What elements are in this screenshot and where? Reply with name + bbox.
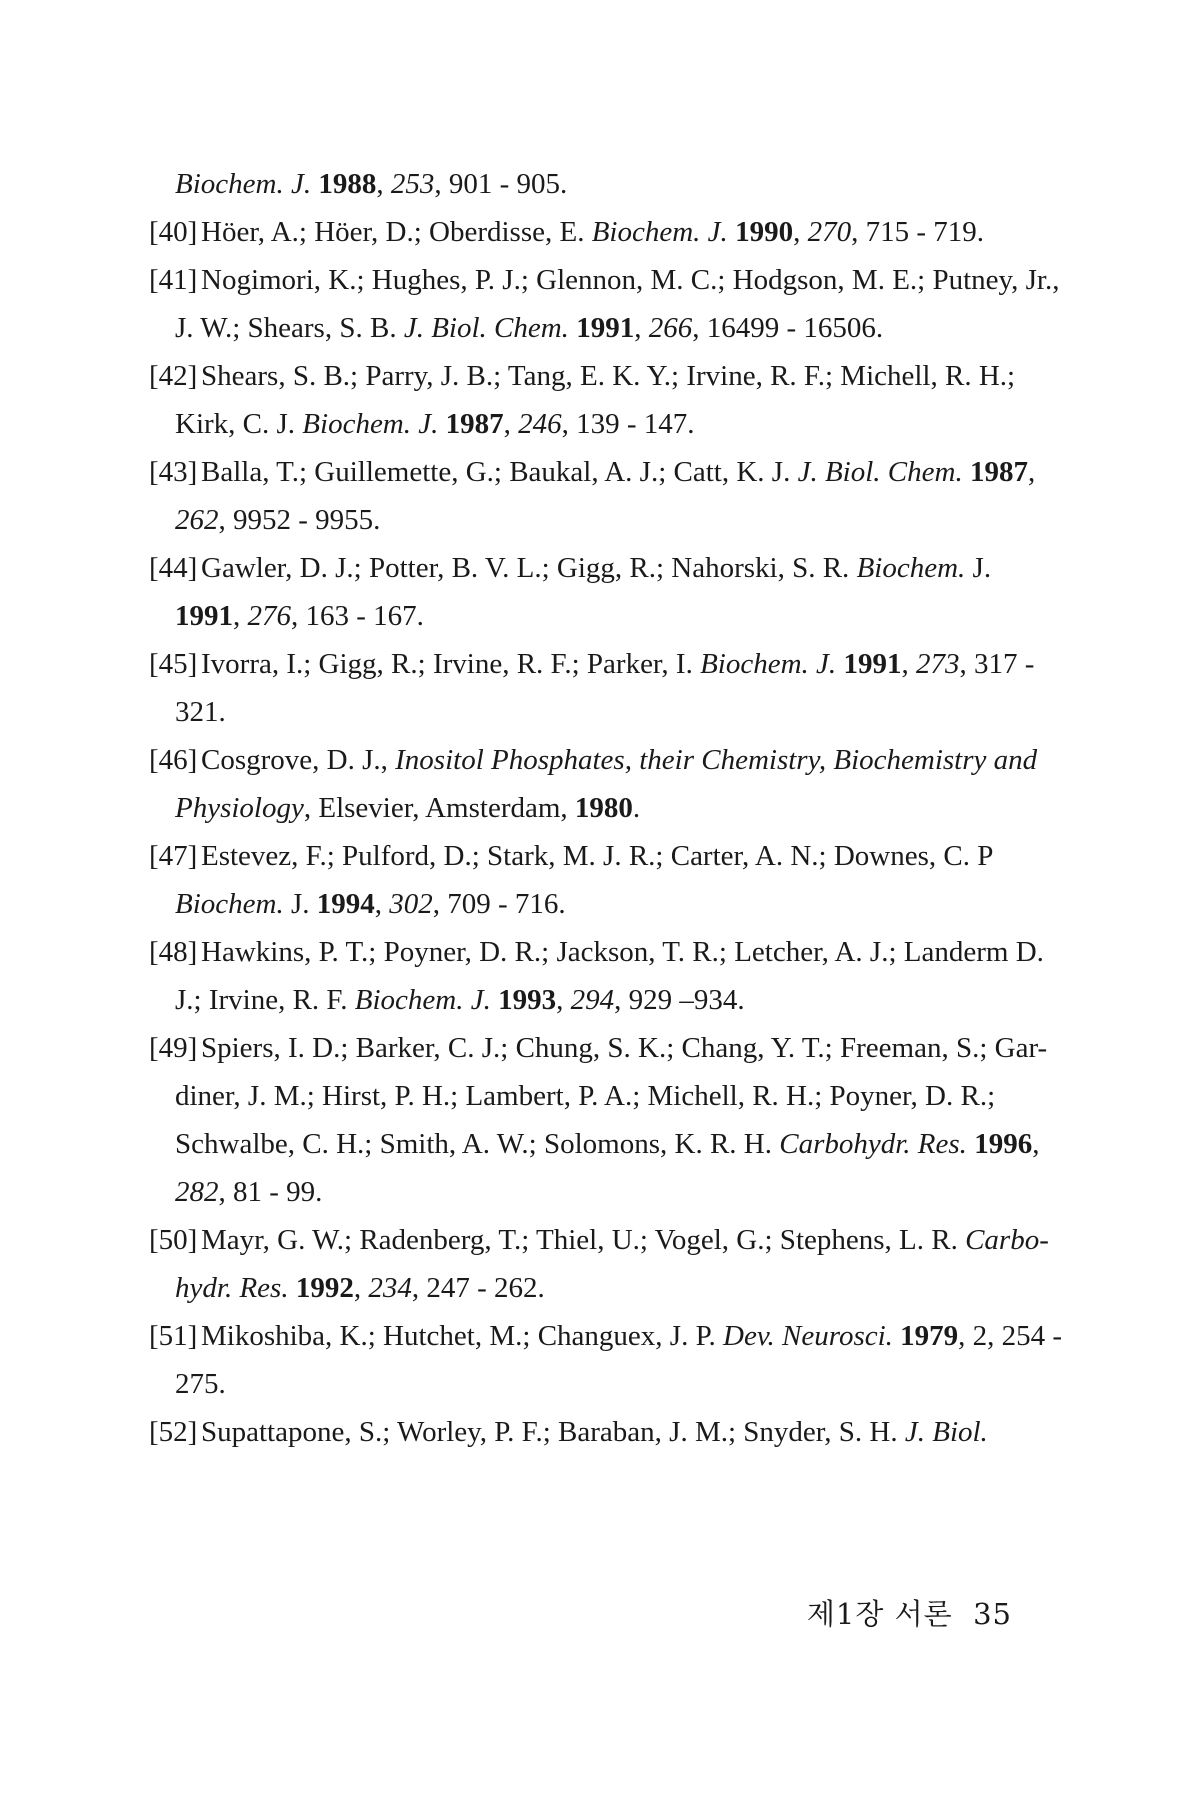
text-segment: , bbox=[901, 648, 916, 680]
italic-text: Biochem. bbox=[175, 888, 284, 920]
text-segment: , 81 - 99. bbox=[218, 1176, 323, 1208]
text-segment: , 247 - 262. bbox=[411, 1272, 545, 1304]
text-segment: J. W.; Shears, S. B. bbox=[175, 312, 404, 344]
text-segment: , 2, 254 - bbox=[958, 1320, 1063, 1352]
reference-number: [41] bbox=[149, 264, 198, 296]
italic-text: J. Biol. bbox=[904, 1416, 988, 1448]
text-segment: J.; Irvine, R. F. bbox=[175, 984, 355, 1016]
text-segment bbox=[728, 216, 735, 248]
text-segment: , 901 - 905. bbox=[434, 168, 568, 200]
text-segment: Gawler, D. J.; Potter, B. V. L.; Gigg, R.; Nahorski, S. R. bbox=[201, 552, 857, 584]
reference-entry bbox=[149, 544, 1047, 640]
reference-line bbox=[175, 1264, 1047, 1312]
reference-text bbox=[201, 264, 1060, 296]
reference-line bbox=[175, 784, 1047, 832]
italic-text: Biochem. J. bbox=[175, 168, 312, 200]
bold-year: 1996 bbox=[974, 1128, 1033, 1160]
italic-text: 262 bbox=[175, 504, 219, 536]
bold-year: 1987 bbox=[445, 408, 504, 440]
reference-number: [42] bbox=[149, 360, 198, 392]
reference-line bbox=[149, 352, 1047, 400]
reference-text bbox=[201, 360, 1015, 392]
text-segment: Supattapone, S.; Worley, P. F.; Baraban, J. M.; Snyder, S. H. bbox=[201, 1416, 905, 1448]
text-segment: Cosgrove, D. J., bbox=[201, 744, 396, 776]
text-segment: J. bbox=[965, 552, 992, 584]
text-segment: Estevez, F.; Pulford, D.; Stark, M. J. R.; Carter, A. N.; Downes, C. P bbox=[201, 840, 994, 872]
reference-text bbox=[175, 408, 695, 440]
text-segment: , bbox=[793, 216, 808, 248]
reference-text bbox=[201, 840, 993, 872]
italic-text: 270 bbox=[807, 216, 852, 248]
bold-year: 1993 bbox=[498, 984, 557, 1016]
text-segment: , 317 - bbox=[959, 648, 1035, 680]
italic-text: Biochem. J. bbox=[354, 984, 491, 1016]
text-segment bbox=[491, 984, 498, 1016]
text-segment: Balla, T.; Guillemette, G.; Baukal, A. J.; Catt, K. J. bbox=[201, 456, 798, 488]
reference-text bbox=[175, 504, 380, 536]
text-segment: , 139 - 147. bbox=[561, 408, 695, 440]
reference-entry bbox=[149, 256, 1060, 352]
text-segment: , 929 –934. bbox=[614, 984, 745, 1016]
reference-line bbox=[175, 1168, 1047, 1216]
reference-text bbox=[201, 1320, 1062, 1352]
reference-number: [49] bbox=[149, 1032, 198, 1064]
italic-text: hydr. Res. bbox=[175, 1272, 289, 1304]
reference-entry bbox=[149, 736, 1047, 832]
reference-number: [43] bbox=[149, 456, 198, 488]
reference-entry bbox=[149, 1408, 1047, 1456]
reference-number: [47] bbox=[149, 840, 198, 872]
reference-text bbox=[201, 456, 1035, 488]
reference-text bbox=[175, 1128, 1039, 1160]
italic-text: J. Biol. Chem. bbox=[797, 456, 963, 488]
reference-entry bbox=[149, 352, 1047, 448]
italic-text: Carbo- bbox=[965, 1224, 1049, 1256]
reference-line bbox=[149, 1312, 1063, 1360]
reference-line bbox=[175, 976, 1047, 1024]
reference-entry bbox=[149, 448, 1047, 544]
bold-year: 1987 bbox=[969, 456, 1028, 488]
bold-year: 1979 bbox=[900, 1320, 959, 1352]
reference-text bbox=[175, 984, 745, 1016]
text-segment: 321. bbox=[175, 696, 226, 728]
reference-line bbox=[149, 1408, 1047, 1456]
reference-text bbox=[175, 1368, 226, 1400]
reference-number: [51] bbox=[149, 1320, 198, 1352]
text-segment: , bbox=[353, 1272, 369, 1304]
chapter-label: 제1장 서론 bbox=[806, 1597, 953, 1631]
reference-list bbox=[149, 160, 1063, 1456]
text-segment: , Elsevier, Amsterdam, bbox=[303, 792, 575, 824]
bold-year: 1994 bbox=[316, 888, 375, 920]
reference-line bbox=[149, 832, 1047, 880]
reference-text bbox=[201, 216, 984, 248]
reference-text bbox=[175, 168, 567, 200]
reference-line bbox=[149, 208, 1047, 256]
reference-text bbox=[175, 1176, 322, 1208]
text-segment: , 9952 - 9955. bbox=[218, 504, 381, 536]
reference-line bbox=[175, 592, 1047, 640]
reference-line bbox=[149, 256, 1060, 304]
italic-text: Biochem. J. bbox=[700, 648, 837, 680]
bold-year: 1980 bbox=[574, 792, 633, 824]
text-segment bbox=[289, 1272, 296, 1304]
text-segment: , bbox=[376, 168, 391, 200]
reference-line bbox=[149, 640, 1047, 688]
reference-entry bbox=[149, 640, 1047, 736]
reference-number: [50] bbox=[149, 1224, 198, 1256]
bold-year: 1991 bbox=[576, 312, 635, 344]
reference-text bbox=[175, 312, 883, 344]
reference-number: [45] bbox=[149, 648, 198, 680]
text-segment: 275. bbox=[175, 1368, 226, 1400]
reference-number: [52] bbox=[149, 1416, 198, 1448]
italic-text: Physiology bbox=[175, 792, 304, 824]
text-segment: Kirk, C. J. bbox=[175, 408, 303, 440]
text-segment: , bbox=[374, 888, 390, 920]
text-segment: , bbox=[634, 312, 649, 344]
italic-text: Carbohydr. Res. bbox=[779, 1128, 967, 1160]
reference-line bbox=[149, 928, 1047, 976]
reference-line bbox=[175, 880, 1047, 928]
text-segment: , 715 - 719. bbox=[851, 216, 984, 248]
italic-text: 246 bbox=[518, 408, 562, 440]
reference-line bbox=[175, 160, 1047, 208]
text-segment: , 709 - 716. bbox=[432, 888, 566, 920]
reference-line bbox=[175, 496, 1047, 544]
reference-line bbox=[175, 1360, 1047, 1408]
reference-line bbox=[175, 1072, 1047, 1120]
italic-text: Biochem. J. bbox=[591, 216, 728, 248]
reference-text bbox=[175, 1272, 545, 1304]
italic-text: 294 bbox=[570, 984, 615, 1016]
reference-entry bbox=[149, 832, 1047, 928]
bold-year: 1991 bbox=[175, 600, 233, 632]
italic-text: Dev. Neurosci. bbox=[723, 1320, 893, 1352]
text-segment bbox=[438, 408, 445, 440]
reference-line bbox=[175, 688, 1047, 736]
reference-line bbox=[149, 736, 1047, 784]
text-segment: , 163 - 167. bbox=[291, 600, 424, 632]
bold-year: 1990 bbox=[735, 216, 794, 248]
text-segment: . bbox=[632, 792, 641, 824]
text-segment: Nogimori, K.; Hughes, P. J.; Glennon, M. C.; Hodgson, M. E.; Putney, Jr., bbox=[201, 264, 1060, 296]
text-segment: , bbox=[1032, 1128, 1040, 1160]
italic-text: 276 bbox=[247, 600, 291, 632]
reference-continuation bbox=[175, 160, 1047, 208]
text-segment: Ivorra, I.; Gigg, R.; Irvine, R. F.; Parker, I. bbox=[201, 648, 701, 680]
reference-text bbox=[175, 888, 566, 920]
reference-line bbox=[149, 448, 1047, 496]
italic-text: 302 bbox=[389, 888, 433, 920]
reference-text bbox=[175, 600, 424, 632]
reference-text bbox=[201, 1032, 1047, 1064]
bold-year: 1991 bbox=[843, 648, 902, 680]
reference-entry bbox=[149, 1312, 1063, 1408]
reference-number: [40] bbox=[149, 216, 198, 248]
text-segment: Mayr, G. W.; Radenberg, T.; Thiel, U.; Vogel, G.; Stephens, L. R. bbox=[201, 1224, 966, 1256]
page-footer bbox=[807, 1592, 1012, 1633]
italic-text: 273 bbox=[915, 648, 960, 680]
italic-text: 282 bbox=[175, 1176, 219, 1208]
reference-entry bbox=[149, 1024, 1048, 1216]
reference-text bbox=[201, 936, 1044, 968]
reference-line bbox=[175, 304, 1047, 352]
reference-text bbox=[175, 792, 640, 824]
text-segment: , bbox=[556, 984, 571, 1016]
reference-text bbox=[175, 1080, 995, 1112]
text-segment: diner, J. M.; Hirst, P. H.; Lambert, P. A.; Michell, R. H.; Poyner, D. R.; bbox=[175, 1080, 996, 1112]
reference-text bbox=[201, 552, 991, 584]
reference-line bbox=[149, 544, 1047, 592]
bold-year: 1992 bbox=[295, 1272, 354, 1304]
text-segment bbox=[963, 456, 970, 488]
italic-text: Biochem. bbox=[856, 552, 966, 584]
text-segment: Shears, S. B.; Parry, J. B.; Tang, E. K. Y.; Irvine, R. F.; Michell, R. H.; bbox=[201, 360, 1016, 392]
reference-entry bbox=[149, 928, 1047, 1024]
reference-entry bbox=[149, 208, 1047, 256]
text-segment: , bbox=[233, 600, 248, 632]
reference-number: [46] bbox=[149, 744, 198, 776]
text-segment: , bbox=[503, 408, 519, 440]
italic-text: 266 bbox=[648, 312, 693, 344]
reference-line bbox=[175, 1120, 1047, 1168]
text-segment: Höer, A.; Höer, D.; Oberdisse, E. bbox=[201, 216, 592, 248]
text-segment: Hawkins, P. T.; Poyner, D. R.; Jackson, T. R.; Letcher, A. J.; Landerm D. bbox=[201, 936, 1044, 968]
reference-text bbox=[201, 744, 1037, 776]
italic-text: 253 bbox=[390, 168, 435, 200]
reference-entry bbox=[149, 1216, 1049, 1312]
bold-year: 1988 bbox=[318, 168, 377, 200]
text-segment: J. bbox=[283, 888, 317, 920]
text-segment: Mikoshiba, K.; Hutchet, M.; Changuex, J. P. bbox=[201, 1320, 723, 1352]
reference-line bbox=[149, 1216, 1049, 1264]
reference-text bbox=[175, 696, 226, 728]
reference-line bbox=[175, 400, 1047, 448]
italic-text: 234 bbox=[368, 1272, 412, 1304]
reference-number: [48] bbox=[149, 936, 198, 968]
text-segment: Schwalbe, C. H.; Smith, A. W.; Solomons, K. R. H. bbox=[175, 1128, 780, 1160]
reference-text bbox=[201, 1224, 1049, 1256]
text-segment: , bbox=[1027, 456, 1036, 488]
reference-text bbox=[201, 1416, 988, 1448]
italic-text: Inositol Phosphates, their Chemistry, Biochemistry and bbox=[395, 744, 1038, 776]
text-segment: , 16499 - 16506. bbox=[692, 312, 884, 344]
text-segment: Spiers, I. D.; Barker, C. J.; Chung, S. K.; Chang, Y. T.; Freeman, S.; Gar- bbox=[201, 1032, 1048, 1064]
italic-text: Biochem. J. bbox=[302, 408, 439, 440]
reference-line bbox=[149, 1024, 1048, 1072]
reference-number: [44] bbox=[149, 552, 198, 584]
italic-text: J. Biol. Chem. bbox=[403, 312, 569, 344]
page-number: 35 bbox=[973, 1597, 1012, 1631]
reference-text bbox=[201, 648, 1034, 680]
